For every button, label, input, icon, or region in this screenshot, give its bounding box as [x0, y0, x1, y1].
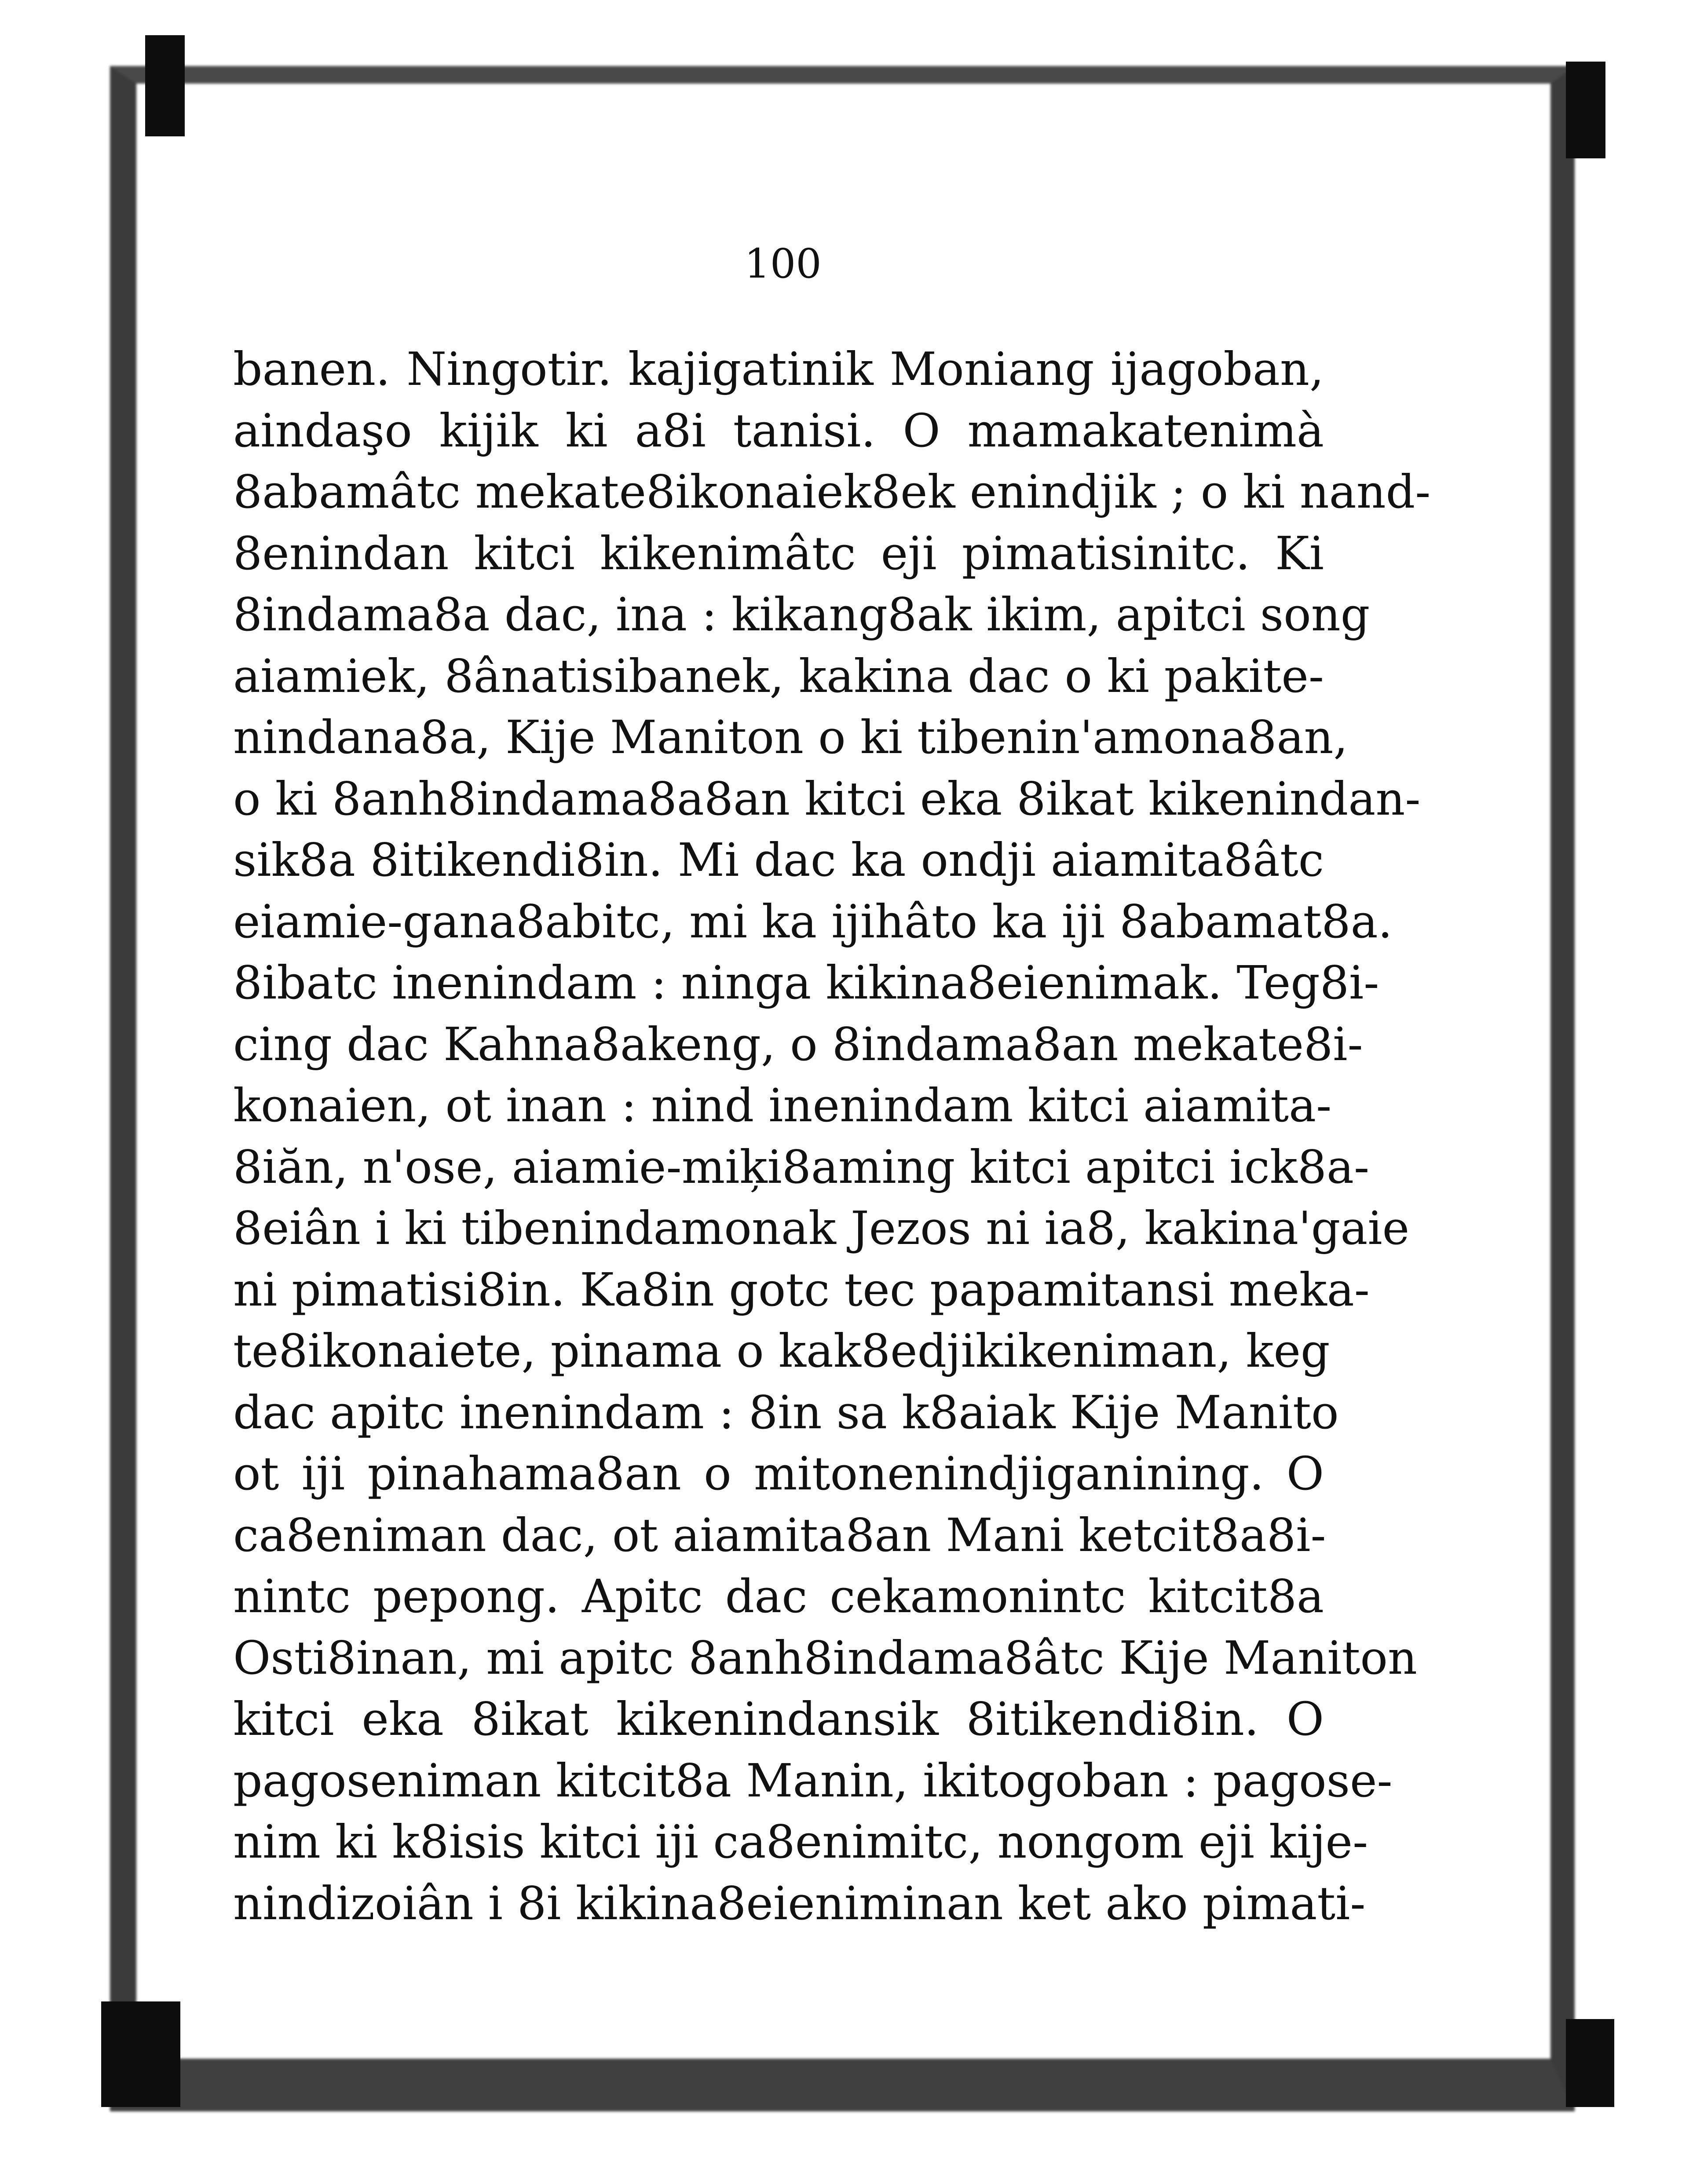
- text-line: ot iji pinahama8an o mitonenindjiganining. O: [233, 1447, 1324, 1500]
- text-line: ca8eniman dac, ot aiamita8an Mani ketcit8a8i-: [233, 1508, 1326, 1562]
- text-line: banen. Ningotir. kajigatinik Moniang ijagoban,: [233, 342, 1324, 396]
- text-line: sik8a 8itikendi8in. Mi dac ka ondji aiamita8âtc: [233, 833, 1324, 887]
- text-line: konaien, ot inan : nind inenindam kitci aiamita-: [233, 1079, 1332, 1132]
- text-line: nindana8a, Kije Maniton o ki tibenin'amona8an,: [233, 710, 1348, 764]
- text-line: nindizoiân i 8i kikina8eieniminan ket ako pimati-: [233, 1876, 1366, 1930]
- text-line: cing dac Kahna8akeng, o 8indama8an mekate8i-: [233, 1017, 1363, 1071]
- text-line: 8enindan kitci kikenimâtc eji pimatisinitc. Ki: [233, 526, 1324, 580]
- text-line: ni pimatisi8in. Ka8in gotc tec papamitansi meka-: [233, 1262, 1370, 1317]
- body-text: [233, 339, 1431, 1934]
- page-number: 100: [744, 240, 822, 287]
- text-line: dac apitc inenindam : 8in sa k8aiak Kije Manito: [233, 1385, 1339, 1439]
- text-line: 8iăn, n'ose, aiamie-miķi8aming kitci apitci ick8a-: [233, 1140, 1370, 1194]
- text-line: 8indama8a dac, ina : kikang8ak ikim, apitci song: [233, 588, 1370, 641]
- text-line: eiamie-gana8abitc, mi ka ijihâto ka iji 8abamat8a.: [233, 894, 1393, 948]
- text-line: Osti8inan, mi apitc 8anh8indama8âtc Kije Maniton: [233, 1631, 1418, 1685]
- text-line: 8abamâtc mekate8ikonaiek8ek enindjik ; o ki nand-: [233, 465, 1431, 519]
- text-line: aiamiek, 8ânatisibanek, kakina dac o ki pakite-: [233, 649, 1324, 703]
- text-line: pagoseniman kitcit8a Manin, ikitogoban : pagose-: [233, 1753, 1393, 1807]
- text-line: 8ibatc inenindam : ninga kikina8eienimak. Teg8i-: [233, 956, 1379, 1010]
- text-line: 8eiân i ki tibenindamonak Jezos ni ia8, kakina'gaie: [233, 1201, 1410, 1255]
- text-line: kitci eka 8ikat kikenindansik 8itikendi8in. O: [233, 1692, 1324, 1746]
- text-line: nim ki k8isis kitci iji ca8enimitc, nongom eji kije-: [233, 1815, 1368, 1869]
- text-line: aindaşo kijik ki a8i tanisi. O mamakatenimà: [233, 403, 1324, 457]
- text-line: o ki 8anh8indama8a8an kitci eka 8ikat kikenindan-: [233, 772, 1421, 826]
- text-line: nintc pepong. Apitc dac cekamonintc kitcit8a: [233, 1569, 1324, 1623]
- text-line: te8ikonaiete, pinama o kak8edjikikeniman, keg: [233, 1324, 1330, 1378]
